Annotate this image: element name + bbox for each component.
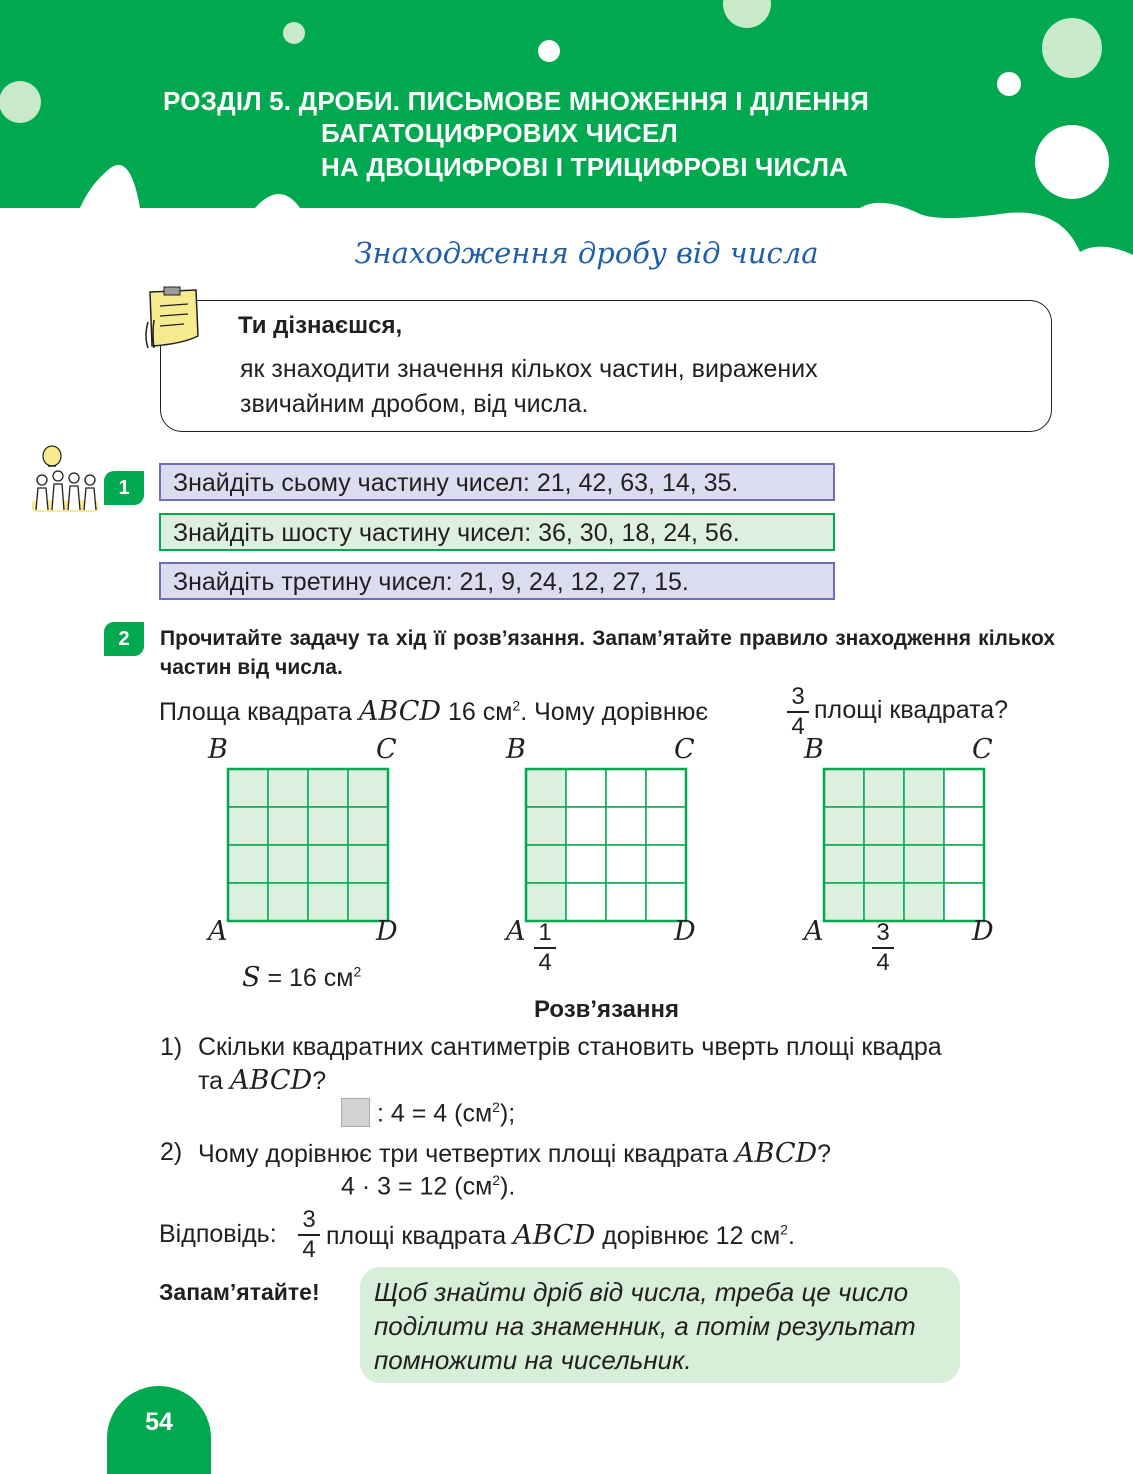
grid-cell [646, 807, 686, 845]
grid-cell [646, 769, 686, 807]
step1-calc [377, 1099, 515, 1128]
grid-cell [566, 883, 606, 921]
vertex-label-a: A [804, 916, 824, 947]
problem-text: 16 см [441, 698, 513, 726]
grid-cell [526, 807, 566, 845]
vertex-label-c: C [674, 734, 695, 765]
grid-cell [268, 807, 308, 845]
grid-cell [268, 883, 308, 921]
grid-cell [268, 769, 308, 807]
step2-line [198, 1138, 831, 1169]
problem-abcd: ABCD [358, 696, 442, 727]
square-grid [822, 767, 986, 931]
remember-line1: Щоб знайти дріб від числа, треба це число [374, 1277, 909, 1307]
problem-text: . Чому дорівнює [520, 698, 709, 726]
vertex-label-d: D [674, 916, 696, 947]
step2-calc-text: 4 · 3 = 12 (см [341, 1172, 493, 1201]
grid-cell [904, 883, 944, 921]
learn-heading: Ти дізнаєшся, [238, 312, 403, 339]
step1-text: та [198, 1067, 231, 1095]
grid-cell [268, 845, 308, 883]
vertex-label-c: C [376, 734, 397, 765]
grid-cell [646, 845, 686, 883]
square-fraction [534, 920, 556, 976]
step1-line2 [198, 1065, 326, 1096]
problem-sup: 2 [512, 697, 521, 714]
grid-cell [566, 807, 606, 845]
fraction-numerator: 3 [302, 1206, 316, 1233]
step2-text: ? [817, 1140, 832, 1168]
lesson-title: Знаходження дробу від числа [354, 236, 819, 270]
problem-statement [159, 696, 708, 727]
grid-cell [526, 769, 566, 807]
task1-row-3: Знайдіть третину чисел: 21, 9, 24, 12, 27, 15. [159, 562, 835, 600]
grid-cell [904, 845, 944, 883]
step2-label: 2) [160, 1138, 183, 1166]
remember-line3: помножити на чисельник. [374, 1345, 692, 1375]
vertex-label-b: B [804, 734, 824, 765]
group-work-icon [28, 442, 104, 516]
grid-cell [228, 883, 268, 921]
grid-cell [308, 883, 348, 921]
grid-cell [864, 883, 904, 921]
grid-cell [566, 769, 606, 807]
grid-cell [824, 883, 864, 921]
answer-abcd: ABCD [513, 1220, 596, 1251]
grid-cell [904, 769, 944, 807]
sticky-note-icon [142, 286, 204, 350]
grid-cell [824, 807, 864, 845]
learn-text [240, 352, 1020, 422]
area-s: S [242, 962, 261, 993]
problem-text: Площа квадрата [159, 698, 359, 726]
grid-cell [824, 769, 864, 807]
step2-text: Чому дорівнює три четвертих площі квадрата [198, 1140, 735, 1168]
vertex-label-a: A [506, 916, 526, 947]
grid-cell [348, 845, 388, 883]
answer-text [326, 1220, 795, 1251]
grid-cell [864, 845, 904, 883]
grid-cell [944, 845, 984, 883]
fraction-denominator: 4 [876, 949, 890, 976]
area-sup: 2 [353, 963, 362, 980]
vertex-label-b: B [208, 734, 228, 765]
bubble-decoration [997, 72, 1021, 96]
learn-text-line1: як знаходити значення кількох частин, виражених [240, 355, 818, 383]
answer-part: дорівнює 12 см [595, 1222, 781, 1250]
square-grid [524, 767, 688, 931]
vertex-label-d: D [376, 916, 398, 947]
vertex-label-b: B [506, 734, 526, 765]
task1-row-2: Знайдіть шосту частину чисел: 36, 30, 18, 24, 56. [159, 513, 835, 551]
bubble-decoration [538, 40, 560, 62]
chapter-title-line3: НА ДВОЦИФРОВІ І ТРИЦИФРОВІ ЧИСЛА [321, 152, 849, 182]
fraction-numerator: 3 [876, 919, 890, 946]
grid-cell [606, 883, 646, 921]
task2-instruction: Прочитайте задачу та хід її розв’язання. Запам’ятайте правило знаходження кількох частин від числа. [160, 627, 1055, 679]
remember-text [374, 1275, 954, 1377]
grid-cell [606, 769, 646, 807]
step1-calc-sup: 2 [492, 1099, 500, 1115]
area-text: = 16 см [260, 964, 354, 992]
answer-fraction [298, 1207, 320, 1263]
vertex-label-d: D [972, 916, 994, 947]
square-grid [226, 767, 390, 931]
grid-cell [944, 807, 984, 845]
grid-cell [944, 769, 984, 807]
step1-line1: Скільки квадратних сантиметрів становить чверть площі квадра [198, 1033, 942, 1061]
grid-cell [228, 769, 268, 807]
page-number: 54 [145, 1408, 173, 1436]
step1-text: ? [312, 1067, 327, 1095]
vertex-label-a: A [208, 916, 228, 947]
square-fraction [872, 920, 894, 976]
step1-abcd: ABCD [230, 1065, 313, 1096]
step1-calc-text: ); [499, 1099, 516, 1128]
step2-calc-text: ). [500, 1172, 516, 1201]
bubble-decoration [1035, 125, 1109, 199]
blank-box [341, 1098, 370, 1127]
grid-cell [308, 845, 348, 883]
grid-cell [606, 807, 646, 845]
grid-cell [526, 845, 566, 883]
task2-number-badge: 2 [104, 622, 144, 656]
bubble-decoration [283, 22, 305, 44]
step1-calc-text: : 4 = 4 (см [377, 1099, 493, 1128]
answer-part: площі квадрата [326, 1222, 514, 1250]
bubble-decoration [0, 81, 41, 123]
remember-line2: поділити на знаменник, а потім результат [374, 1311, 916, 1341]
solution-heading: Розв’язання [533, 996, 680, 1023]
answer-label: Відповідь: [159, 1220, 277, 1248]
problem-fraction [787, 684, 809, 740]
task1-number-badge: 1 [104, 471, 144, 505]
grid-cell [308, 769, 348, 807]
step2-abcd: ABCD [735, 1138, 818, 1169]
problem-text-end: площі квадрата? [814, 696, 1009, 724]
task1-row-1: Знайдіть сьому частину чисел: 21, 42, 63, 14, 35. [159, 463, 835, 501]
step2-calc [341, 1172, 515, 1201]
fraction-numerator: 3 [791, 683, 805, 710]
area-formula [242, 962, 361, 993]
fraction-denominator: 4 [791, 713, 805, 740]
grid-cell [228, 807, 268, 845]
fraction-denominator: 4 [538, 949, 552, 976]
grid-cell [864, 769, 904, 807]
answer-part: . [787, 1222, 795, 1250]
grid-cell [228, 845, 268, 883]
answer-sup: 2 [780, 1221, 788, 1238]
fraction-numerator: 1 [538, 919, 552, 946]
learn-text-line2: звичайним дробом, від числа. [240, 390, 589, 418]
chapter-title-line2: БАГАТОЦИФРОВИХ ЧИСЕЛ [321, 118, 678, 148]
step2-calc-sup: 2 [492, 1172, 501, 1188]
bubble-decoration [1042, 18, 1102, 78]
grid-cell [824, 845, 864, 883]
grid-cell [308, 807, 348, 845]
step1-label: 1) [160, 1033, 183, 1061]
grid-cell [606, 845, 646, 883]
grid-cell [348, 807, 388, 845]
grid-cell [904, 807, 944, 845]
chapter-title-line1: РОЗДІЛ 5. ДРОБИ. ПИСЬМОВЕ МНОЖЕННЯ І ДІЛЕННЯ [163, 86, 870, 116]
grid-cell [526, 883, 566, 921]
vertex-label-c: C [972, 734, 993, 765]
remember-label: Запам’ятайте! [159, 1279, 320, 1305]
fraction-denominator: 4 [302, 1236, 316, 1263]
grid-cell [864, 807, 904, 845]
grid-cell [566, 845, 606, 883]
grid-cell [348, 769, 388, 807]
